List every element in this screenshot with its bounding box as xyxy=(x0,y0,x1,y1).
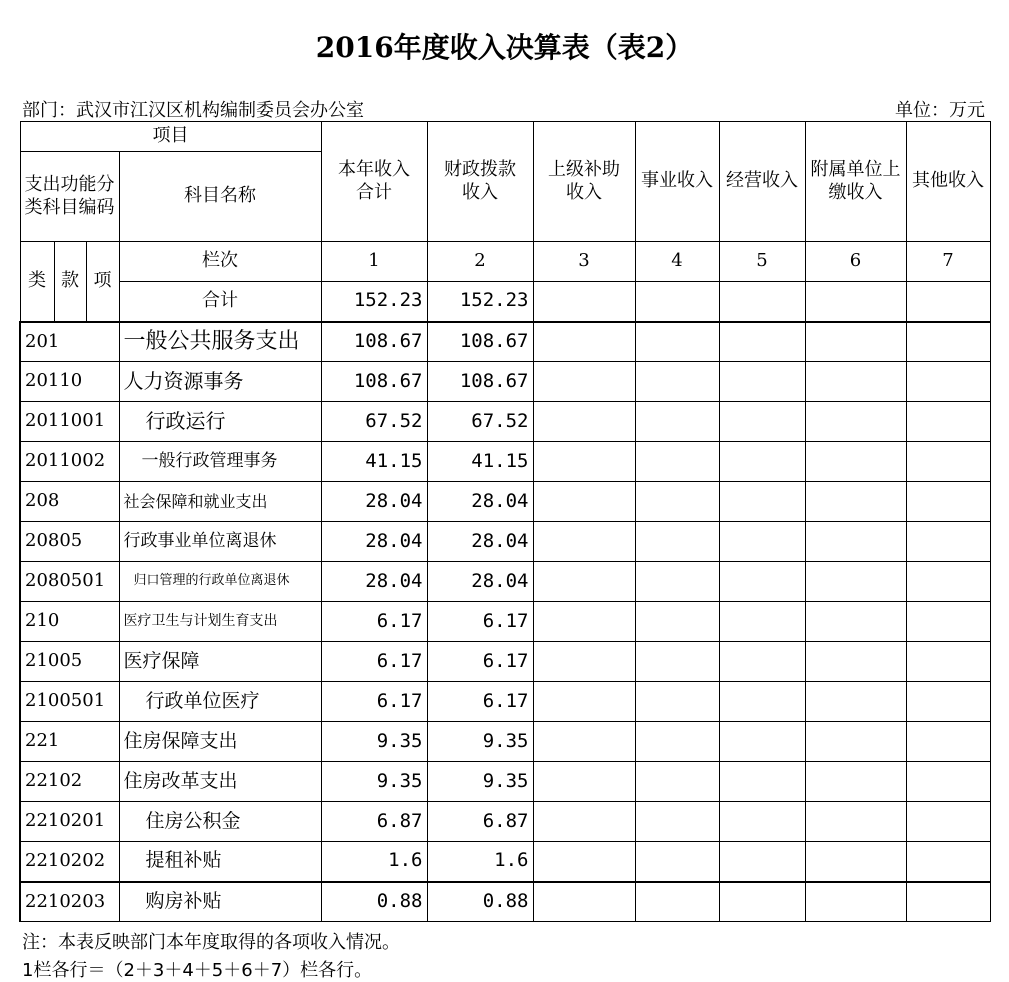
total-c1: 152.23 xyxy=(321,282,427,322)
header-kuan: 款 xyxy=(54,242,86,322)
header-lanci: 栏次 xyxy=(119,242,321,282)
table-row xyxy=(20,362,990,402)
table-row xyxy=(20,882,990,922)
row-code: 20110 xyxy=(20,362,119,402)
header-col-7: 其他收入 xyxy=(906,122,990,242)
header-subject-name: 科目名称 xyxy=(119,152,321,242)
table-row xyxy=(20,522,990,562)
page-title: 2016年度收入决算表（表2） xyxy=(315,31,694,64)
row-c2: 28.04 xyxy=(427,562,533,602)
header-xiang: 项 xyxy=(86,242,119,322)
row-c1: 1.6 xyxy=(321,842,427,882)
row-c1: 9.35 xyxy=(321,762,427,802)
table-row xyxy=(20,762,990,802)
row-c2: 28.04 xyxy=(427,522,533,562)
row-code: 2080501 xyxy=(20,562,119,602)
row-c1: 6.17 xyxy=(321,642,427,682)
total-label: 合计 xyxy=(119,282,321,322)
row-code: 2011001 xyxy=(20,402,119,442)
row-c1: 108.67 xyxy=(321,322,427,362)
header-col-5: 经营收入 xyxy=(719,122,805,242)
row-name: 归口管理的行政单位离退休 xyxy=(119,562,321,602)
table-row xyxy=(20,802,990,842)
row-code: 2210202 xyxy=(20,842,119,882)
table-row xyxy=(20,322,990,362)
row-c2: 6.17 xyxy=(427,682,533,722)
header-col-6: 附属单位上缴收入 xyxy=(805,122,906,242)
row-c2: 0.88 xyxy=(427,882,533,922)
row-code: 21005 xyxy=(20,642,119,682)
row-c2: 6.87 xyxy=(427,802,533,842)
row-name: 一般行政管理事务 xyxy=(119,442,321,482)
col-number-6: 6 xyxy=(805,242,906,282)
row-name: 社会保障和就业支出 xyxy=(119,482,321,522)
row-name: 人力资源事务 xyxy=(119,362,321,402)
total-c3 xyxy=(533,282,635,322)
row-name: 住房保障支出 xyxy=(119,722,321,762)
table-row xyxy=(20,482,990,522)
row-name: 提租补贴 xyxy=(119,842,321,882)
col-number-4: 4 xyxy=(635,242,719,282)
table-row xyxy=(20,442,990,482)
header-col-2: 财政拨款收入 xyxy=(427,122,533,242)
table-row xyxy=(20,402,990,442)
total-c7 xyxy=(906,282,990,322)
row-code: 208 xyxy=(20,482,119,522)
header-lei: 类 xyxy=(20,242,54,322)
row-c2: 41.15 xyxy=(427,442,533,482)
row-name: 医疗保障 xyxy=(119,642,321,682)
row-name: 行政单位医疗 xyxy=(119,682,321,722)
row-code: 20805 xyxy=(20,522,119,562)
row-c1: 6.17 xyxy=(321,682,427,722)
department-label: 部门：武汉市江汉区机构编制委员会办公室 xyxy=(22,100,364,121)
row-c2: 6.17 xyxy=(427,642,533,682)
row-c1: 28.04 xyxy=(321,482,427,522)
row-c2: 1.6 xyxy=(427,842,533,882)
table-row xyxy=(20,842,990,882)
header-col-3: 上级补助收入 xyxy=(533,122,635,242)
row-c1: 28.04 xyxy=(321,562,427,602)
row-c2: 67.52 xyxy=(427,402,533,442)
row-code: 2011002 xyxy=(20,442,119,482)
row-code: 2100501 xyxy=(20,682,119,722)
row-c2: 108.67 xyxy=(427,322,533,362)
table-row xyxy=(20,602,990,642)
row-c1: 9.35 xyxy=(321,722,427,762)
row-name: 医疗卫生与计划生育支出 xyxy=(119,602,321,642)
row-c2: 28.04 xyxy=(427,482,533,522)
row-name: 一般公共服务支出 xyxy=(119,322,321,362)
row-code: 2210203 xyxy=(20,882,119,922)
unit-label: 单位：万元 xyxy=(895,100,985,121)
row-name: 购房补贴 xyxy=(119,882,321,922)
row-c1: 0.88 xyxy=(321,882,427,922)
col-number-1: 1 xyxy=(321,242,427,282)
row-c1: 108.67 xyxy=(321,362,427,402)
header-col-4: 事业收入 xyxy=(635,122,719,242)
row-c2: 6.17 xyxy=(427,602,533,642)
table-row xyxy=(20,562,990,602)
row-name: 住房改革支出 xyxy=(119,762,321,802)
table-row xyxy=(20,642,990,682)
col-number-7: 7 xyxy=(906,242,990,282)
total-c5 xyxy=(719,282,805,322)
row-code: 22102 xyxy=(20,762,119,802)
row-c1: 28.04 xyxy=(321,522,427,562)
total-c6 xyxy=(805,282,906,322)
row-name: 行政事业单位离退休 xyxy=(119,522,321,562)
row-code: 221 xyxy=(20,722,119,762)
row-code: 201 xyxy=(20,322,119,362)
row-c1: 6.17 xyxy=(321,602,427,642)
table-row xyxy=(20,722,990,762)
total-c4 xyxy=(635,282,719,322)
note-line-2: 1栏各行＝（2＋3＋4＋5＋6＋7）栏各行。 xyxy=(22,960,373,981)
row-c2: 9.35 xyxy=(427,722,533,762)
note-line-1: 注：本表反映部门本年度取得的各项收入情况。 xyxy=(22,932,400,953)
header-col-1: 本年收入合计 xyxy=(321,122,427,242)
header-func-code: 支出功能分类科目编码 xyxy=(20,152,119,242)
col-number-5: 5 xyxy=(719,242,805,282)
col-number-2: 2 xyxy=(427,242,533,282)
header-project: 项目 xyxy=(20,122,321,152)
row-name: 行政运行 xyxy=(119,402,321,442)
row-c1: 41.15 xyxy=(321,442,427,482)
income-table xyxy=(19,121,991,922)
col-number-3: 3 xyxy=(533,242,635,282)
row-c1: 67.52 xyxy=(321,402,427,442)
row-c1: 6.87 xyxy=(321,802,427,842)
row-c2: 108.67 xyxy=(427,362,533,402)
row-c2: 9.35 xyxy=(427,762,533,802)
row-code: 210 xyxy=(20,602,119,642)
total-c2: 152.23 xyxy=(427,282,533,322)
row-name: 住房公积金 xyxy=(119,802,321,842)
row-code: 2210201 xyxy=(20,802,119,842)
table-row xyxy=(20,682,990,722)
